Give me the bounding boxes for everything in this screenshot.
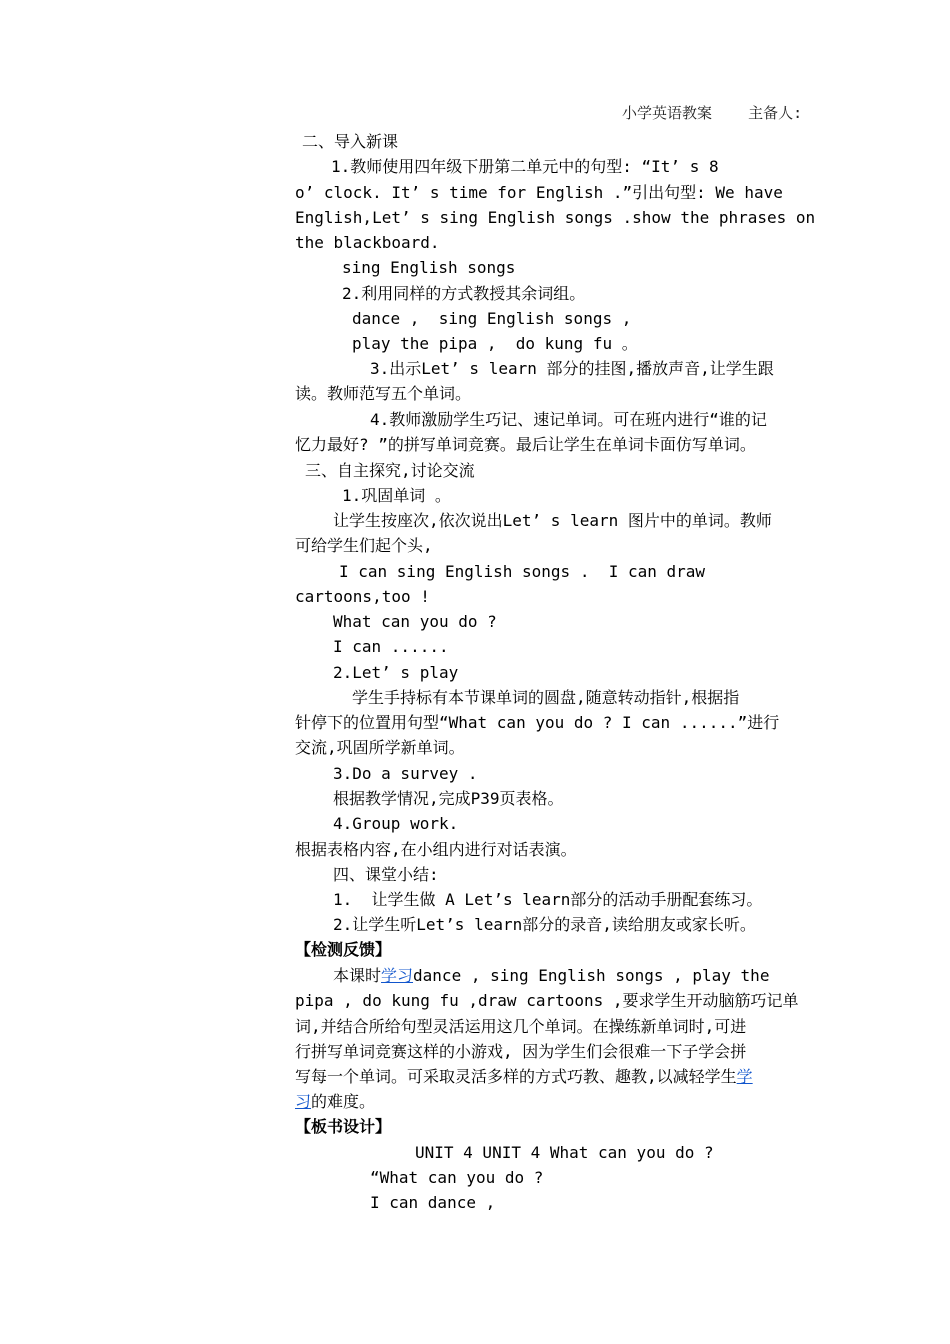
paragraph-line: 忆力最好? ”的拼写单词竞赛。最后让学生在单词卡面仿写单词。 xyxy=(295,435,756,454)
study-link[interactable]: 习 xyxy=(295,1092,312,1111)
text-fragment: dance , sing English songs , play the xyxy=(413,966,770,985)
paragraph-line: 读。教师范写五个单词。 xyxy=(295,384,472,403)
text-fragment: 本课时 xyxy=(333,966,382,985)
board-line: UNIT 4 UNIT 4 What can you do ? xyxy=(415,1143,714,1162)
paragraph-line: 2.利用同样的方式教授其余词组。 xyxy=(342,284,586,303)
phrase-line: sing English songs xyxy=(342,258,516,277)
paragraph-line: 1. 让学生做 A Let’s learn部分的活动手册配套练习。 xyxy=(333,890,763,909)
paragraph-line: 根据表格内容,在小组内进行对话表演。 xyxy=(295,840,577,859)
paragraph-line: 4.教师激励学生巧记、速记单词。可在班内进行“谁的记 xyxy=(370,410,767,429)
study-link[interactable]: 学习 xyxy=(381,966,414,985)
paragraph-line: the blackboard. xyxy=(295,233,440,252)
paragraph-line: 交流,巩固所学新单词。 xyxy=(295,738,465,757)
paragraph-line: 2.让学生听Let’s learn部分的录音,读给朋友或家长听。 xyxy=(333,915,756,934)
paragraph-line: 可给学生们起个头, xyxy=(295,536,433,555)
section-heading: 【板书设计】 xyxy=(295,1117,392,1136)
paragraph-line: 3.出示Let’ s learn 部分的挂图,播放声音,让学生跟 xyxy=(370,359,774,378)
paragraph-line: 3.Do a survey . xyxy=(333,764,478,783)
section-heading: 二、导入新课 xyxy=(302,132,399,151)
paragraph-line xyxy=(295,1067,753,1087)
paragraph-line: 行拼写单词竞赛这样的小游戏, 因为学生们会很难一下子学会拼 xyxy=(295,1042,747,1061)
example-line: I can sing English songs . I can draw xyxy=(339,562,706,581)
paragraph-line: 根据教学情况,完成P39页表格。 xyxy=(333,789,564,808)
paragraph-line xyxy=(295,1092,375,1112)
example-line: What can you do ? xyxy=(333,612,497,631)
paragraph-line: pipa , do kung fu ,draw cartoons ,要求学生开动脑筋巧记单 xyxy=(295,991,799,1010)
text-fragment: 写每一个单词。可采取灵活多样的方式巧教、趣教,以减轻学生 xyxy=(295,1067,737,1086)
paragraph-line: 1.巩固单词 。 xyxy=(342,486,451,505)
board-line: “What can you do ? xyxy=(370,1168,544,1187)
example-line: I can ...... xyxy=(333,637,449,656)
paragraph-line: 针停下的位置用句型“What can you do ? I can ......”进行 xyxy=(295,713,780,732)
study-link[interactable]: 学 xyxy=(736,1067,753,1086)
paragraph-line: 1.教师使用四年级下册第二单元中的句型: “It’ s 8 xyxy=(331,157,719,176)
paragraph-line: 4.Group work. xyxy=(333,814,459,833)
section-heading: 四、课堂小结: xyxy=(333,865,439,884)
section-heading: 三、自主探究,讨论交流 xyxy=(305,461,475,480)
phrase-line: play the pipa , do kung fu 。 xyxy=(352,334,638,353)
phrase-line: dance , sing English songs , xyxy=(352,309,632,328)
example-line: cartoons,too ! xyxy=(295,587,430,606)
paragraph-line: 让学生按座次,依次说出Let’ s learn 图片中的单词。教师 xyxy=(333,511,772,530)
section-heading: 【检测反馈】 xyxy=(295,940,392,959)
paragraph-line: 学生手持标有本节课单词的圆盘,随意转动指针,根据指 xyxy=(352,688,740,707)
paragraph-line: 2.Let’ s play xyxy=(333,663,459,682)
paragraph-line: o’ clock. It’ s time for English .”引出句型: We have xyxy=(295,183,783,202)
paragraph-line: 词,并结合所给句型灵活运用这几个单词。在操练新单词时,可进 xyxy=(295,1017,747,1036)
paragraph-line xyxy=(333,966,769,986)
text-fragment: 的难度。 xyxy=(311,1092,376,1111)
board-line: I can dance , xyxy=(370,1193,496,1212)
paragraph-line: English,Let’ s sing English songs .show the phrases on xyxy=(295,208,816,227)
page-header: 小学英语教案 主备人: xyxy=(622,104,803,122)
